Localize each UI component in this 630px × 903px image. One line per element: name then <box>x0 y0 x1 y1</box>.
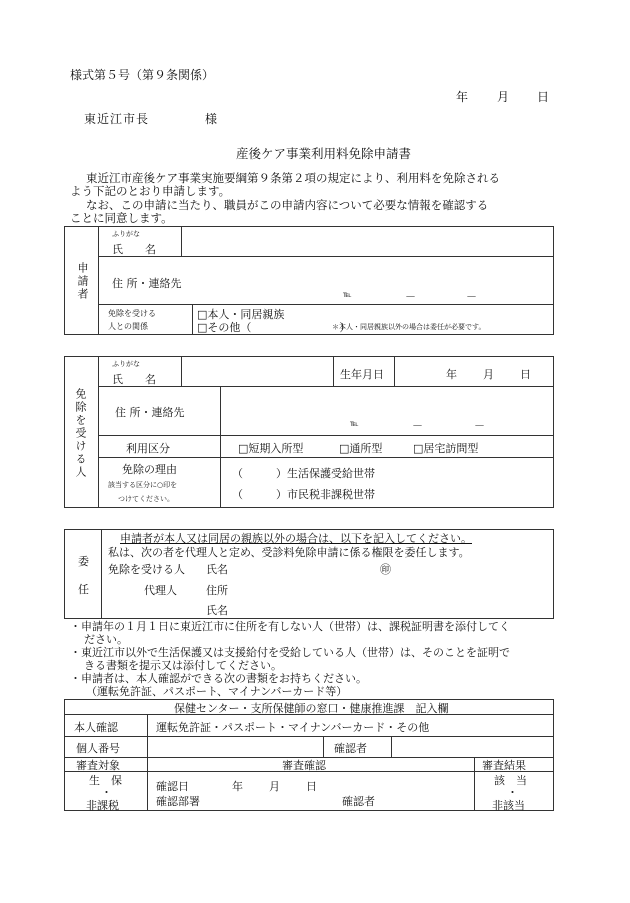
note-1-line-2: ださい。 <box>84 633 128 646</box>
delegation-agent-label: 代理人 <box>144 584 177 597</box>
confirm-date-label: 確認日 <box>156 780 189 793</box>
exemption-reason-hint-2: つけてください。 <box>118 495 174 503</box>
birth-month-label: 月 <box>483 368 494 381</box>
delegation-instruction: 申請者が本人又は同居の親族以外の場合は、以下を記入してください。 <box>120 532 472 545</box>
usage-option-home-visit[interactable]: □居宅訪問型 <box>413 442 479 455</box>
applicant-tel-icon: ℡ <box>343 290 352 299</box>
relation-note: ＊本人・同居親族以外の場合は委任が必要です。 <box>332 323 486 331</box>
date-year-label: 年 <box>456 90 469 104</box>
form-number: 様式第５号（第９条関係） <box>70 68 215 82</box>
delegation-recipient-name-label: 氏名 <box>206 563 228 576</box>
target-tax-exempt: 非課税 <box>86 799 119 812</box>
delegation-statement: 私は、次の者を代理人と定め、受診料免除申請に係る権限を委任します。 <box>108 546 470 559</box>
recipient-section-label: 免除を受ける人 <box>74 388 87 479</box>
note-3-line-1: ・申請者は、本人確認ができる次の書類をお持ちください。 <box>70 672 367 685</box>
applicant-tel-dash-2: － <box>466 290 477 303</box>
reason-tax-exempt[interactable]: （ ）市民税非課税世帯 <box>232 488 375 501</box>
review-result-label: 審査結果 <box>482 759 526 772</box>
confirm-department-label: 確認部署 <box>156 795 200 808</box>
result-separator: ・ <box>507 786 518 799</box>
date-day-label: 日 <box>537 90 550 104</box>
relation-option-other[interactable]: □その他（ ） <box>197 321 351 334</box>
personal-number-checker-label: 確認者 <box>334 742 367 755</box>
applicant-address-label: 住 所・連絡先 <box>112 277 182 290</box>
id-check-options: 運転免許証・パスポート・マイナンバーカード・その他 <box>156 721 430 734</box>
office-use-header: 保健センター・支所保健師の窓口・健康推進課 記入欄 <box>174 702 449 715</box>
usage-option-short-stay[interactable]: □短期入所型 <box>238 442 304 455</box>
id-check-label: 本人確認 <box>74 721 118 734</box>
delegation-label-1: 委 <box>78 555 89 568</box>
document-title: 産後ケア事業利用料免除申請書 <box>236 146 412 161</box>
delegation-label-2: 任 <box>78 583 89 596</box>
note-1-line-1: ・申請年の１月１日に東近江市に住所を有しない人（世帯）は、課税証明書を添付してく <box>70 620 510 633</box>
exemption-reason-hint-1: 該当する区分に○印を <box>108 481 178 489</box>
note-2-line-1: ・東近江市以外で生活保護又は支援給付を受給している人（世帯）は、そのことを証明で <box>70 646 510 659</box>
birth-date-label: 生年月日 <box>340 368 384 381</box>
recipient-address-label: 住 所・連絡先 <box>115 406 185 419</box>
review-confirm-label: 審査確認 <box>282 759 326 772</box>
target-welfare: 生 保 <box>89 774 122 787</box>
applicant-tel-dash-1: － <box>405 290 416 303</box>
usage-option-day-visit[interactable]: □通所型 <box>339 442 383 455</box>
result-not-applicable: 非該当 <box>492 799 525 812</box>
reason-welfare[interactable]: （ ）生活保護受給世帯 <box>232 467 375 480</box>
note-2-line-2: きる書類を提示又は添付してください。 <box>84 659 282 672</box>
recipient-tel-icon: ℡ <box>350 419 359 428</box>
delegation-agent-address-label: 住所 <box>206 584 228 597</box>
relation-label-1: 免除を受ける <box>108 309 156 318</box>
addressee: 東近江市長 <box>84 112 150 126</box>
date-month-label: 月 <box>497 90 510 104</box>
birth-day-label: 日 <box>520 368 531 381</box>
intro-line-1: 東近江市産後ケア事業実施要綱第９条第２項の規定により、利用料を免除される <box>86 171 500 185</box>
review-target-label: 審査対象 <box>76 759 120 772</box>
recipient-furigana-label: ふりがな <box>112 360 140 368</box>
applicant-furigana-label: ふりがな <box>112 230 140 238</box>
recipient-tel-dash-2: － <box>474 419 485 432</box>
seal-mark: ㊞ <box>380 563 391 576</box>
confirm-month-label: 月 <box>269 780 280 793</box>
delegation-agent-name-label: 氏名 <box>206 604 228 617</box>
birth-year-label: 年 <box>446 368 457 381</box>
recipient-tel-dash-1: － <box>412 419 423 432</box>
confirmer-label: 確認者 <box>342 795 375 808</box>
target-separator: ・ <box>101 786 112 799</box>
relation-label-2: 人との関係 <box>108 322 148 331</box>
recipient-name-label: 氏 名 <box>112 373 156 386</box>
consent-line-2: ことに同意します。 <box>70 211 173 225</box>
intro-line-2: よう下記のとおり申請します。 <box>70 184 231 198</box>
applicant-section-label: 申請者 <box>76 262 89 301</box>
usage-category-label: 利用区分 <box>126 442 170 455</box>
relation-option-self[interactable]: □本人・同居親族 <box>197 308 285 321</box>
applicant-name-label: 氏 名 <box>112 243 156 256</box>
note-3-line-2: （運転免許証、パスポート、マイナンバーカード等） <box>86 685 348 698</box>
delegation-recipient-label: 免除を受ける人 <box>108 563 185 576</box>
confirm-day-label: 日 <box>306 780 317 793</box>
personal-number-label: 個人番号 <box>76 742 120 755</box>
consent-line-1: なお、この申請に当たり、職員がこの申請内容について必要な情報を確認する <box>86 198 489 212</box>
exemption-reason-label: 免除の理由 <box>122 463 177 476</box>
addressee-honorific: 様 <box>205 112 218 126</box>
confirm-year-label: 年 <box>232 780 243 793</box>
result-applicable: 該 当 <box>494 774 527 787</box>
